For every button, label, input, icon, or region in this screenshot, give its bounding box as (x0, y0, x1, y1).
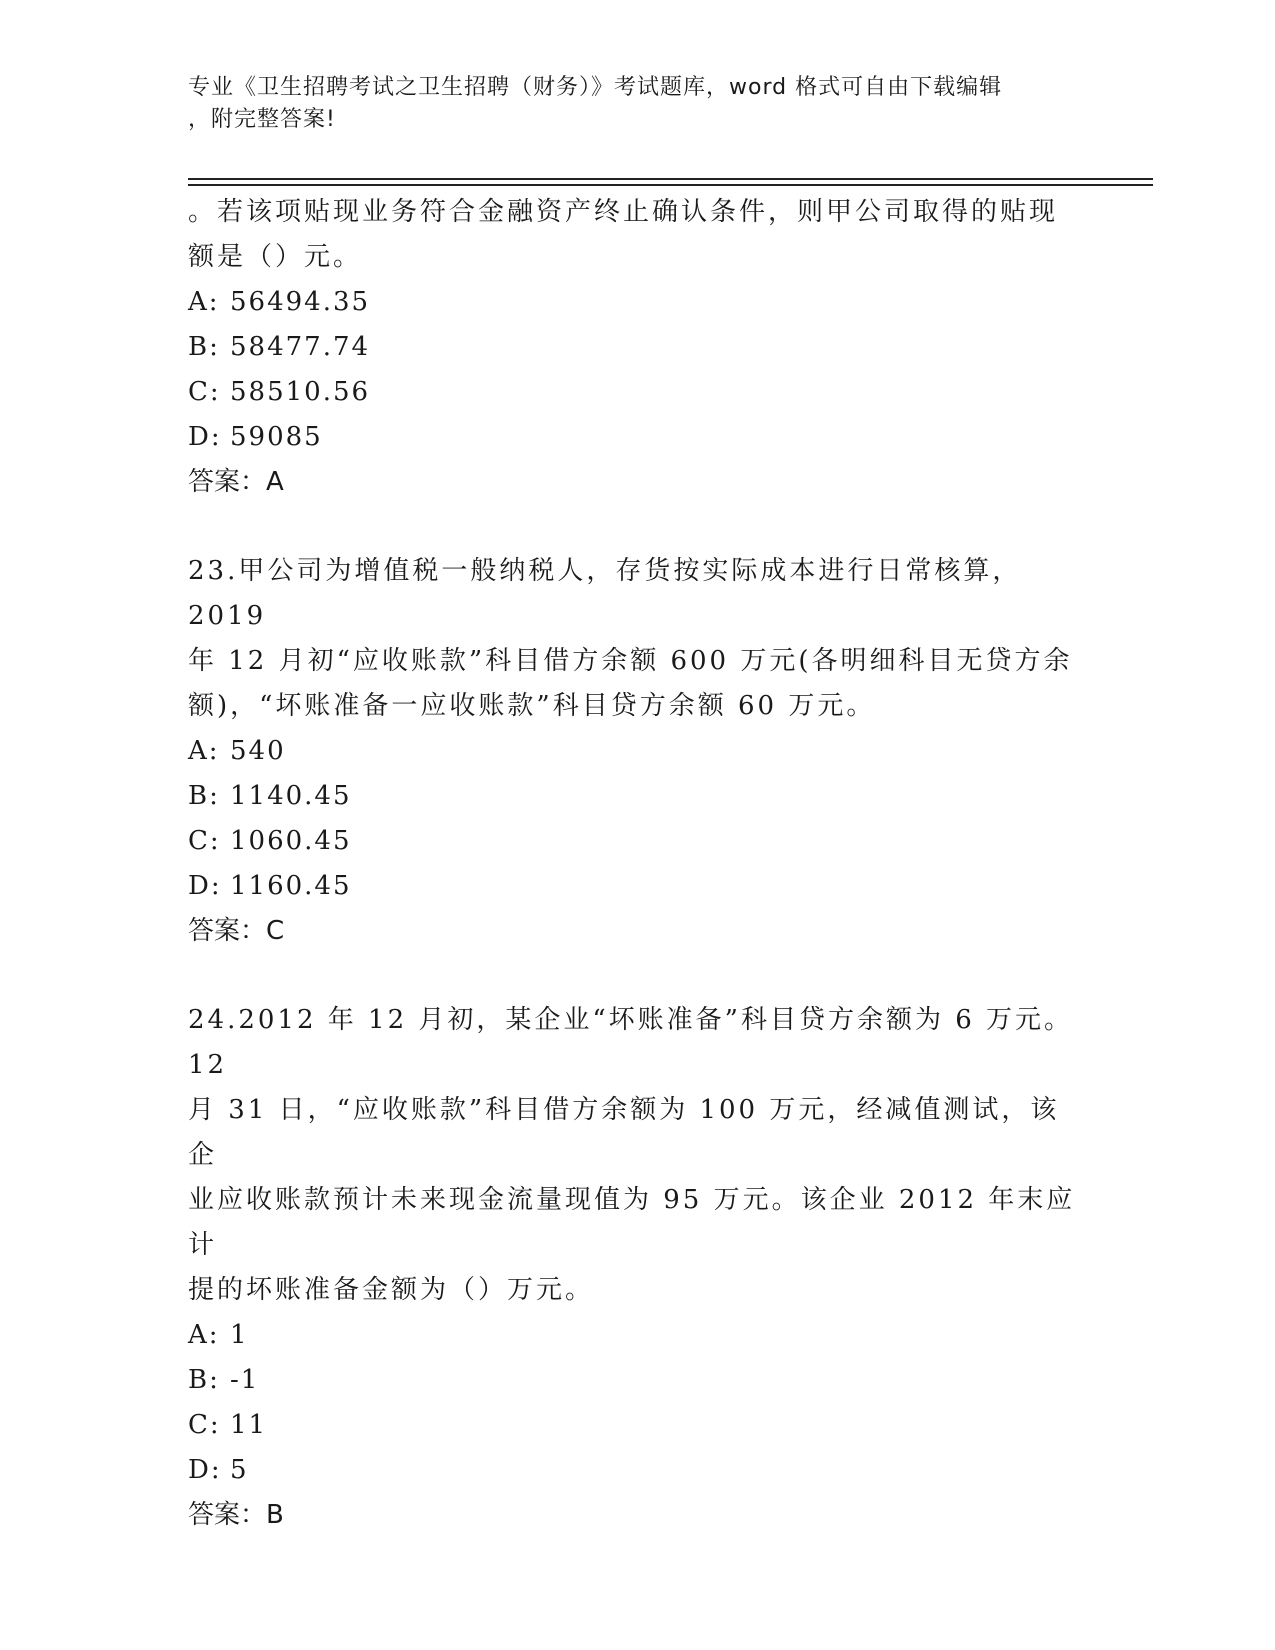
option-label: B: (188, 332, 220, 362)
option-value: 1140.45 (230, 781, 352, 811)
option-label: A: (188, 287, 220, 317)
answer-line: 答案：C (188, 916, 285, 946)
option-d (188, 864, 1088, 909)
option-label: C: (188, 826, 221, 856)
option-c (188, 819, 1088, 864)
question-23 (188, 549, 1088, 954)
option-label: B: (188, 781, 220, 811)
option-d (188, 415, 1088, 460)
option-a (188, 729, 1088, 774)
option-value: 56494.35 (230, 287, 371, 317)
option-value: -1 (230, 1365, 260, 1395)
option-b (188, 1358, 1088, 1403)
option-c (188, 370, 1088, 415)
option-label: D: (188, 422, 222, 452)
option-value: 540 (230, 736, 286, 766)
option-b (188, 774, 1088, 819)
question-24 (188, 998, 1088, 1538)
header-divider (188, 184, 1153, 186)
header-line-2: ，附完整答案! (188, 107, 336, 132)
option-a (188, 1313, 1088, 1358)
option-label: D: (188, 1455, 222, 1485)
question-text-line: 24.2012 年 12 月初，某企业“坏账准备”科目贷方余额为 6 万元。12 (188, 1005, 1074, 1080)
question-text-line: 月 31 日，“应收账款”科目借方余额为 100 万元，经减值测试，该企 (188, 1095, 1060, 1170)
answer-line: 答案：A (188, 467, 284, 497)
option-value: 1 (230, 1320, 249, 1350)
option-value: 5 (230, 1455, 249, 1485)
question-22 (188, 190, 1088, 505)
question-text-line: 年 12 月初“应收账款”科目借方余额 600 万元(各明细科目无贷方余 (188, 646, 1073, 676)
header-line-1: 专业《卫生招聘考试之卫生招聘（财务）》考试题库，word 格式可自由下载编辑 (188, 75, 1003, 100)
option-a (188, 280, 1088, 325)
question-list (188, 190, 1088, 1538)
option-c (188, 1403, 1088, 1448)
option-value: 11 (230, 1410, 268, 1440)
option-label: C: (188, 1410, 221, 1440)
question-text-line: 额)，“坏账准备一应收账款”科目贷方余额 60 万元。 (188, 691, 876, 721)
question-text-line: 业应收账款预计未来现金流量现值为 95 万元。该企业 2012 年末应计 (188, 1185, 1076, 1260)
question-text-line: 。若该项贴现业务符合金融资产终止确认条件，则甲公司取得的贴现 (188, 197, 1059, 227)
option-label: A: (188, 1320, 220, 1350)
option-value: 59085 (230, 422, 323, 452)
option-b (188, 325, 1088, 370)
option-label: C: (188, 377, 221, 407)
question-text-line: 提的坏账准备金额为（）万元。 (188, 1275, 595, 1305)
option-value: 1160.45 (230, 871, 352, 901)
question-text-line: 23.甲公司为增值税一般纳税人，存货按实际成本进行日常核算，2019 (188, 556, 1022, 631)
option-d (188, 1448, 1088, 1493)
question-text-line: 额是（）元。 (188, 242, 363, 272)
option-value: 58477.74 (230, 332, 371, 362)
header-divider (188, 178, 1153, 180)
option-value: 1060.45 (230, 826, 352, 856)
option-value: 58510.56 (230, 377, 371, 407)
answer-line: 答案：B (188, 1500, 284, 1530)
page-header (188, 72, 1088, 136)
option-label: B: (188, 1365, 220, 1395)
option-label: A: (188, 736, 220, 766)
option-label: D: (188, 871, 222, 901)
